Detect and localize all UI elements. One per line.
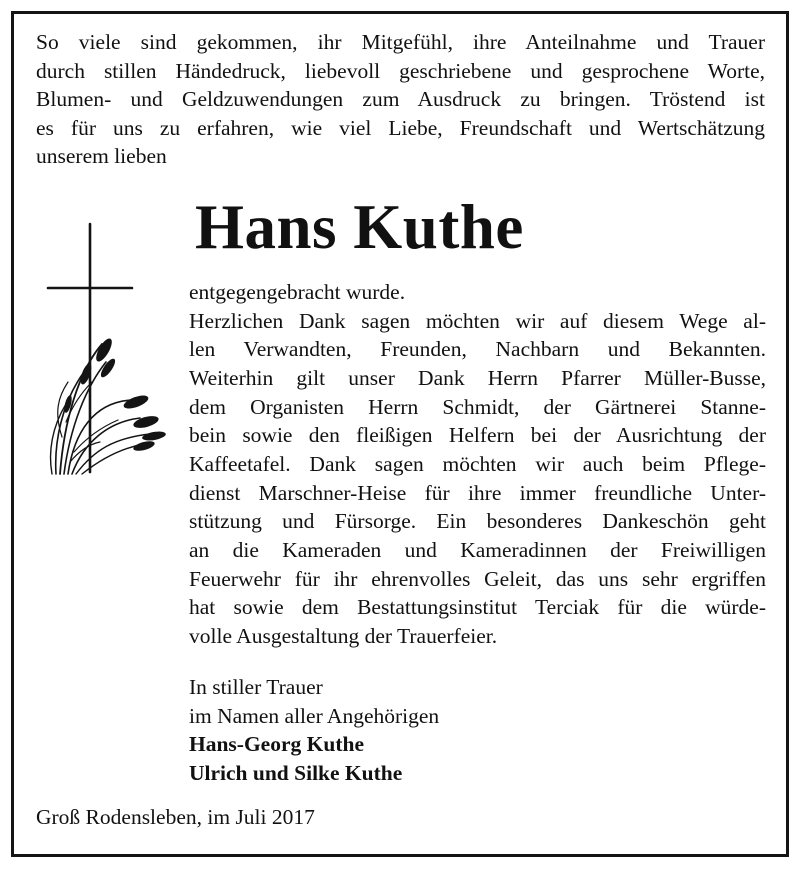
signer-name: Hans-Georg Kuthe [189,732,364,756]
body-line: Feuerwehr für ihr ehrenvolles Geleit, das uns sehr ergriffen [189,566,766,591]
body-line: len Verwandten, Freunden, Nachbarn und Bekannten. [189,337,766,362]
intro-line: es für uns zu erfahren, wie viel Liebe, Freundschaft und Wertschätzung [36,115,765,140]
body-line: entgegengebracht wurde. [189,280,406,304]
intro-line: So viele sind gekommen, ihr Mitgefühl, ihre Anteilnahme und Trauer [36,30,765,54]
place-and-date: Groß Rodensleben, im Juli 2017 [36,805,315,829]
body-line: an die Kameraden und Kameradinnen der Freiwilligen [189,537,766,562]
body-line: stützung und Fürsorge. Ein besonderes Dankeschön geht [189,509,766,534]
body-line: Kaffeetafel. Dank sagen möchten wir auch beim Pflege- [189,451,766,476]
mourning-line: In stiller Trauer [189,675,323,699]
deceased-name: Hans Kuthe [195,192,524,262]
body-line: dienst Marschner-Heise für ihre immer freundliche Unter- [189,480,766,505]
body-line: dem Organisten Herrn Schmidt, der Gärtnerei Stanne- [189,394,766,419]
intro-line: durch stillen Händedruck, liebevoll geschriebene und gesprochene Worte, [36,58,765,83]
body-line: volle Ausgestaltung der Trauerfeier. [189,623,498,648]
body-line: Weiterhin gilt unser Dank Herrn Pfarrer Müller-Busse, [189,365,766,390]
intro-line: Blumen- und Geldzuwendungen zum Ausdruck zu bringen. Tröstend ist [36,87,765,111]
body-line: bein sowie den fleißigen Helfern bei der Ausrichtung der [189,423,766,448]
body-line: hat sowie dem Bestattungsinstitut Terciak für die würde- [189,595,766,620]
intro-line: unserem lieben [36,144,167,168]
body-line: Herzlichen Dank sagen möchten wir auf diesem Wege al- [189,308,766,333]
cross-with-grain-ears-icon [44,222,170,478]
signer-name: Ulrich und Silke Kuthe [189,760,403,785]
relatives-line: im Namen aller Angehörigen [189,703,440,728]
intro-paragraph [36,28,765,171]
thanks-paragraph [189,278,766,651]
signoff-block [189,673,439,787]
